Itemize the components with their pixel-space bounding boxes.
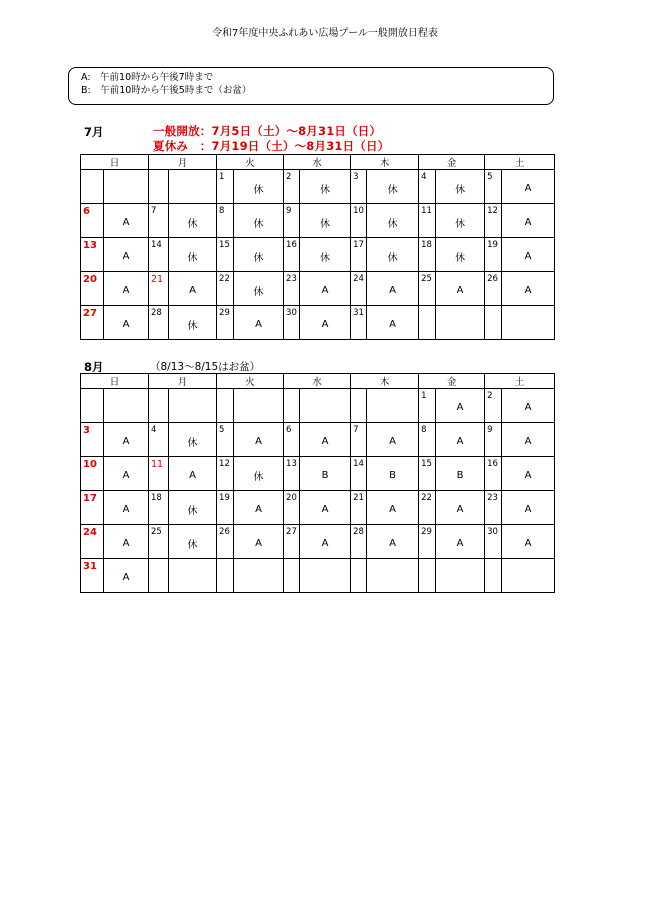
schedule-cell <box>169 306 217 340</box>
schedule-cell <box>367 457 419 491</box>
schedule-code: A <box>389 538 396 549</box>
schedule-cell <box>169 491 217 525</box>
schedule-cell <box>169 170 217 204</box>
schedule-code: 休 <box>320 219 331 230</box>
july-calendar <box>80 154 555 340</box>
date-number: 31 <box>81 559 104 593</box>
calendar-week-row <box>81 238 555 272</box>
date-number: 26 <box>217 525 234 559</box>
schedule-code: A <box>389 504 396 515</box>
schedule-code: A <box>189 285 196 296</box>
schedule-cell <box>104 457 149 491</box>
date-number: 18 <box>149 491 169 525</box>
date-number: 4 <box>419 170 436 204</box>
date-number: 7 <box>351 423 367 457</box>
schedule-code: A <box>321 285 329 296</box>
schedule-cell <box>436 306 485 340</box>
schedule-code: 休 <box>187 219 198 230</box>
weekday-header: 月 <box>149 155 217 170</box>
schedule-code: A <box>524 285 532 296</box>
date-number <box>149 559 169 593</box>
schedule-code: A <box>456 285 464 296</box>
schedule-cell <box>104 491 149 525</box>
schedule-cell <box>234 457 284 491</box>
schedule-cell <box>502 491 555 525</box>
date-number: 10 <box>351 204 367 238</box>
date-number: 28 <box>149 306 169 340</box>
schedule-cell <box>104 525 149 559</box>
date-number: 23 <box>485 491 502 525</box>
date-number: 1 <box>217 170 234 204</box>
schedule-cell <box>169 238 217 272</box>
schedule-cell <box>300 238 351 272</box>
schedule-code: 休 <box>320 253 331 264</box>
schedule-code: A <box>122 470 130 481</box>
date-number: 31 <box>351 306 367 340</box>
weekday-header: 日 <box>81 155 149 170</box>
schedule-code: A <box>524 436 532 447</box>
schedule-code: 休 <box>387 219 398 230</box>
schedule-cell <box>234 170 284 204</box>
schedule-cell <box>502 170 555 204</box>
date-number: 28 <box>351 525 367 559</box>
july-open-period: 一般開放：7月5日（土）～8月31日（日） <box>153 124 382 138</box>
date-number: 3 <box>351 170 367 204</box>
schedule-cell <box>502 389 555 423</box>
schedule-cell <box>300 525 351 559</box>
date-number <box>149 170 169 204</box>
weekday-header: 木 <box>351 155 419 170</box>
schedule-cell <box>436 457 485 491</box>
schedule-code: 休 <box>253 287 264 298</box>
date-number <box>149 389 169 423</box>
date-number: 23 <box>284 272 300 306</box>
schedule-code: A <box>524 470 532 481</box>
schedule-code: A <box>524 217 532 228</box>
date-number: 4 <box>149 423 169 457</box>
weekday-header: 木 <box>351 374 419 389</box>
date-number: 29 <box>217 306 234 340</box>
schedule-cell <box>436 170 485 204</box>
schedule-cell <box>234 389 284 423</box>
schedule-cell <box>234 306 284 340</box>
weekday-header: 水 <box>284 155 351 170</box>
schedule-code: A <box>524 402 532 413</box>
calendar-week-row <box>81 559 555 593</box>
schedule-cell <box>436 272 485 306</box>
schedule-cell <box>300 559 351 593</box>
weekday-header: 火 <box>217 374 284 389</box>
schedule-code: A <box>524 251 532 262</box>
date-number: 12 <box>217 457 234 491</box>
schedule-code: B <box>456 470 464 481</box>
date-number: 29 <box>419 525 436 559</box>
date-number: 22 <box>217 272 234 306</box>
calendar-week-row <box>81 423 555 457</box>
schedule-cell <box>104 170 149 204</box>
schedule-code: 休 <box>187 540 198 551</box>
schedule-cell <box>502 272 555 306</box>
schedule-code: 休 <box>253 472 264 483</box>
legend-b: B: 午前10時から午後5時まで（お盆） <box>81 85 252 96</box>
schedule-code: 休 <box>187 506 198 517</box>
date-number: 8 <box>217 204 234 238</box>
schedule-cell <box>502 204 555 238</box>
schedule-code: A <box>122 436 130 447</box>
schedule-cell <box>502 457 555 491</box>
schedule-cell <box>234 491 284 525</box>
july-label: 7月 <box>84 125 104 139</box>
date-number: 22 <box>419 491 436 525</box>
date-number: 17 <box>351 238 367 272</box>
schedule-cell <box>436 559 485 593</box>
schedule-cell <box>169 457 217 491</box>
schedule-cell <box>502 559 555 593</box>
schedule-cell <box>169 272 217 306</box>
schedule-cell <box>104 204 149 238</box>
schedule-cell <box>169 204 217 238</box>
weekday-header: 月 <box>149 374 217 389</box>
schedule-code: A <box>122 251 130 262</box>
date-number: 15 <box>419 457 436 491</box>
schedule-cell <box>367 204 419 238</box>
schedule-code: B <box>321 470 329 481</box>
date-number: 21 <box>149 272 169 306</box>
schedule-cell <box>300 306 351 340</box>
schedule-code: 休 <box>187 438 198 449</box>
date-number: 26 <box>485 272 502 306</box>
calendar-week-row <box>81 389 555 423</box>
schedule-cell <box>502 525 555 559</box>
date-number: 25 <box>419 272 436 306</box>
schedule-cell <box>300 423 351 457</box>
schedule-code: A <box>255 538 262 549</box>
date-number <box>419 306 436 340</box>
date-number: 8 <box>419 423 436 457</box>
schedule-cell <box>367 525 419 559</box>
date-number: 5 <box>217 423 234 457</box>
schedule-code: A <box>389 319 396 330</box>
schedule-cell <box>367 306 419 340</box>
schedule-cell <box>169 559 217 593</box>
date-number: 19 <box>217 491 234 525</box>
schedule-cell <box>367 559 419 593</box>
schedule-code: A <box>389 285 396 296</box>
schedule-code: A <box>524 538 532 549</box>
schedule-cell <box>367 423 419 457</box>
weekday-header: 金 <box>419 374 485 389</box>
schedule-cell <box>367 389 419 423</box>
schedule-cell <box>169 525 217 559</box>
date-number: 9 <box>284 204 300 238</box>
date-number <box>351 559 367 593</box>
schedule-code: A <box>255 504 262 515</box>
date-number: 27 <box>284 525 300 559</box>
schedule-code: A <box>122 285 130 296</box>
schedule-cell <box>436 204 485 238</box>
calendar-week-row <box>81 491 555 525</box>
weekday-header: 日 <box>81 374 149 389</box>
date-number: 21 <box>351 491 367 525</box>
date-number: 2 <box>284 170 300 204</box>
date-number: 30 <box>485 525 502 559</box>
weekday-header: 土 <box>485 374 555 389</box>
date-number: 3 <box>81 423 104 457</box>
august-calendar <box>80 373 555 593</box>
schedule-cell <box>367 272 419 306</box>
schedule-cell <box>104 389 149 423</box>
date-number: 11 <box>149 457 169 491</box>
weekday-header: 土 <box>485 155 555 170</box>
schedule-code: A <box>524 183 532 194</box>
date-number: 24 <box>81 525 104 559</box>
schedule-code: A <box>255 319 262 330</box>
schedule-code: 休 <box>455 219 466 230</box>
schedule-code: 休 <box>455 253 466 264</box>
date-number <box>81 170 104 204</box>
schedule-code: 休 <box>187 253 198 264</box>
schedule-code: A <box>321 319 329 330</box>
schedule-code: A <box>456 436 464 447</box>
date-number: 12 <box>485 204 502 238</box>
schedule-cell <box>104 559 149 593</box>
calendar-week-row <box>81 170 555 204</box>
schedule-code: 休 <box>253 219 264 230</box>
schedule-cell <box>234 423 284 457</box>
schedule-code: A <box>189 470 196 481</box>
schedule-cell <box>300 389 351 423</box>
schedule-code: 休 <box>387 185 398 196</box>
date-number: 18 <box>419 238 436 272</box>
schedule-cell <box>436 525 485 559</box>
schedule-code: A <box>122 572 130 583</box>
date-number: 20 <box>284 491 300 525</box>
date-number: 6 <box>81 204 104 238</box>
date-number <box>284 559 300 593</box>
schedule-cell <box>300 170 351 204</box>
date-number <box>419 559 436 593</box>
weekday-header: 金 <box>419 155 485 170</box>
schedule-code: A <box>524 504 532 515</box>
date-number <box>485 559 502 593</box>
date-number: 27 <box>81 306 104 340</box>
schedule-code: 休 <box>253 253 264 264</box>
schedule-cell <box>234 238 284 272</box>
schedule-cell <box>300 491 351 525</box>
date-number: 16 <box>284 238 300 272</box>
schedule-cell <box>300 457 351 491</box>
date-number: 9 <box>485 423 502 457</box>
schedule-cell <box>502 423 555 457</box>
schedule-cell <box>300 272 351 306</box>
date-number: 13 <box>81 238 104 272</box>
date-number <box>351 389 367 423</box>
schedule-code: 休 <box>320 185 331 196</box>
date-number: 25 <box>149 525 169 559</box>
legend-box <box>68 67 554 105</box>
schedule-cell <box>367 491 419 525</box>
date-number: 13 <box>284 457 300 491</box>
august-obon-note: （8/13～8/15はお盆） <box>150 361 261 373</box>
schedule-code: A <box>321 538 329 549</box>
date-number: 30 <box>284 306 300 340</box>
schedule-cell <box>169 389 217 423</box>
schedule-code: A <box>255 436 262 447</box>
schedule-code: A <box>122 217 130 228</box>
schedule-cell <box>234 272 284 306</box>
schedule-code: A <box>321 436 329 447</box>
legend-a: A: 午前10時から午後7時まで <box>81 72 214 83</box>
date-number: 20 <box>81 272 104 306</box>
calendar-week-row <box>81 306 555 340</box>
schedule-code: 休 <box>253 185 264 196</box>
schedule-code: 休 <box>387 253 398 264</box>
calendar-week-row <box>81 525 555 559</box>
schedule-cell <box>104 423 149 457</box>
schedule-code: A <box>456 538 464 549</box>
schedule-cell <box>104 272 149 306</box>
schedule-cell <box>234 559 284 593</box>
date-number: 17 <box>81 491 104 525</box>
date-number <box>217 559 234 593</box>
date-number: 6 <box>284 423 300 457</box>
date-number: 2 <box>485 389 502 423</box>
date-number: 19 <box>485 238 502 272</box>
date-number: 24 <box>351 272 367 306</box>
schedule-code: 休 <box>455 185 466 196</box>
schedule-cell <box>234 525 284 559</box>
date-number: 15 <box>217 238 234 272</box>
schedule-cell <box>436 238 485 272</box>
schedule-cell <box>502 238 555 272</box>
date-number: 10 <box>81 457 104 491</box>
schedule-cell <box>436 423 485 457</box>
date-number <box>217 389 234 423</box>
schedule-code: A <box>122 538 130 549</box>
schedule-cell <box>300 204 351 238</box>
schedule-code: A <box>456 402 464 413</box>
schedule-code: 休 <box>187 321 198 332</box>
schedule-code: A <box>122 504 130 515</box>
date-number <box>485 306 502 340</box>
schedule-cell <box>436 389 485 423</box>
calendar-week-row <box>81 204 555 238</box>
schedule-code: B <box>389 470 396 481</box>
schedule-code: A <box>122 319 130 330</box>
schedule-cell <box>436 491 485 525</box>
august-label: 8月 <box>84 360 104 374</box>
date-number: 14 <box>149 238 169 272</box>
date-number: 11 <box>419 204 436 238</box>
schedule-code: A <box>321 504 329 515</box>
date-number <box>284 389 300 423</box>
weekday-header: 水 <box>284 374 351 389</box>
schedule-cell <box>104 306 149 340</box>
date-number: 16 <box>485 457 502 491</box>
date-number: 1 <box>419 389 436 423</box>
july-summer-break: 夏休み ：7月19日（土）～8月31日（日） <box>153 139 390 153</box>
calendar-week-row <box>81 272 555 306</box>
date-number: 7 <box>149 204 169 238</box>
weekday-header: 火 <box>217 155 284 170</box>
calendar-week-row <box>81 457 555 491</box>
schedule-code: A <box>389 436 396 447</box>
schedule-cell <box>169 423 217 457</box>
schedule-cell <box>104 238 149 272</box>
page-title: 令和7年度中央ふれあい広場プール一般開放日程表 <box>212 28 438 39</box>
schedule-cell <box>367 170 419 204</box>
schedule-cell <box>502 306 555 340</box>
schedule-cell <box>367 238 419 272</box>
schedule-cell <box>234 204 284 238</box>
schedule-code: A <box>456 504 464 515</box>
date-number: 5 <box>485 170 502 204</box>
date-number <box>81 389 104 423</box>
date-number: 14 <box>351 457 367 491</box>
